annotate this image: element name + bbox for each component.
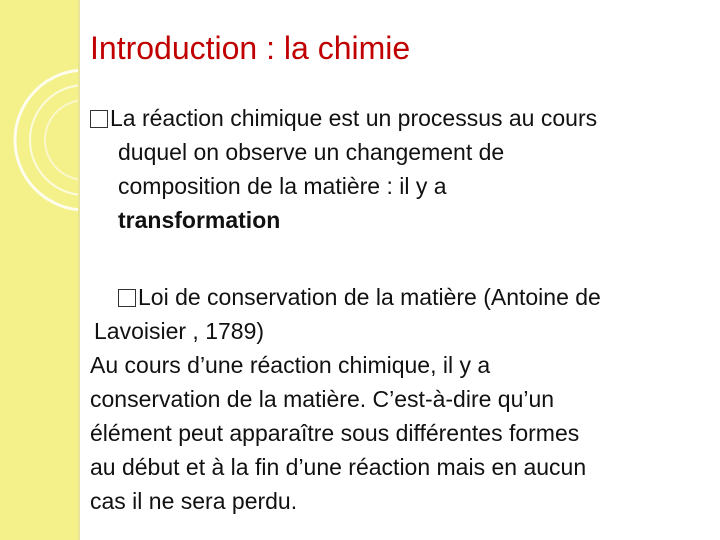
bullet-line: Loi de conservation de la matière (Antoine de (90, 280, 715, 314)
missing-glyph-box-icon (90, 110, 108, 128)
bullet-line: composition de la matière : il y a (118, 173, 447, 199)
stripe-divider (78, 0, 80, 540)
missing-glyph-box-icon (118, 289, 136, 307)
decorative-circles (0, 0, 78, 540)
emphasis-word: transformation (118, 207, 281, 233)
slide-title: Introduction : la chimie (90, 30, 411, 66)
paragraph-line: au début et à la fin d’une réaction mais en aucun (90, 454, 587, 480)
paragraph-line: Au cours d’une réaction chimique, il y a (90, 352, 491, 378)
paragraph-line: cas il ne sera perdu. (90, 488, 298, 514)
decorative-side-stripe (0, 0, 78, 540)
paragraph-line: élément peut apparaître sous différentes formes (90, 420, 580, 446)
bullet-line: La réaction chimique est un processus au cours (90, 101, 715, 135)
bullet-line: Lavoisier , 1789) (94, 318, 265, 344)
paragraph-line: conservation de la matière. C’est-à-dire qu’un (90, 386, 555, 412)
bullet-line: duquel on observe un changement de (118, 139, 505, 165)
bullet-2 (90, 280, 715, 518)
bullet-1 (90, 101, 715, 237)
bullet-line (90, 203, 715, 237)
